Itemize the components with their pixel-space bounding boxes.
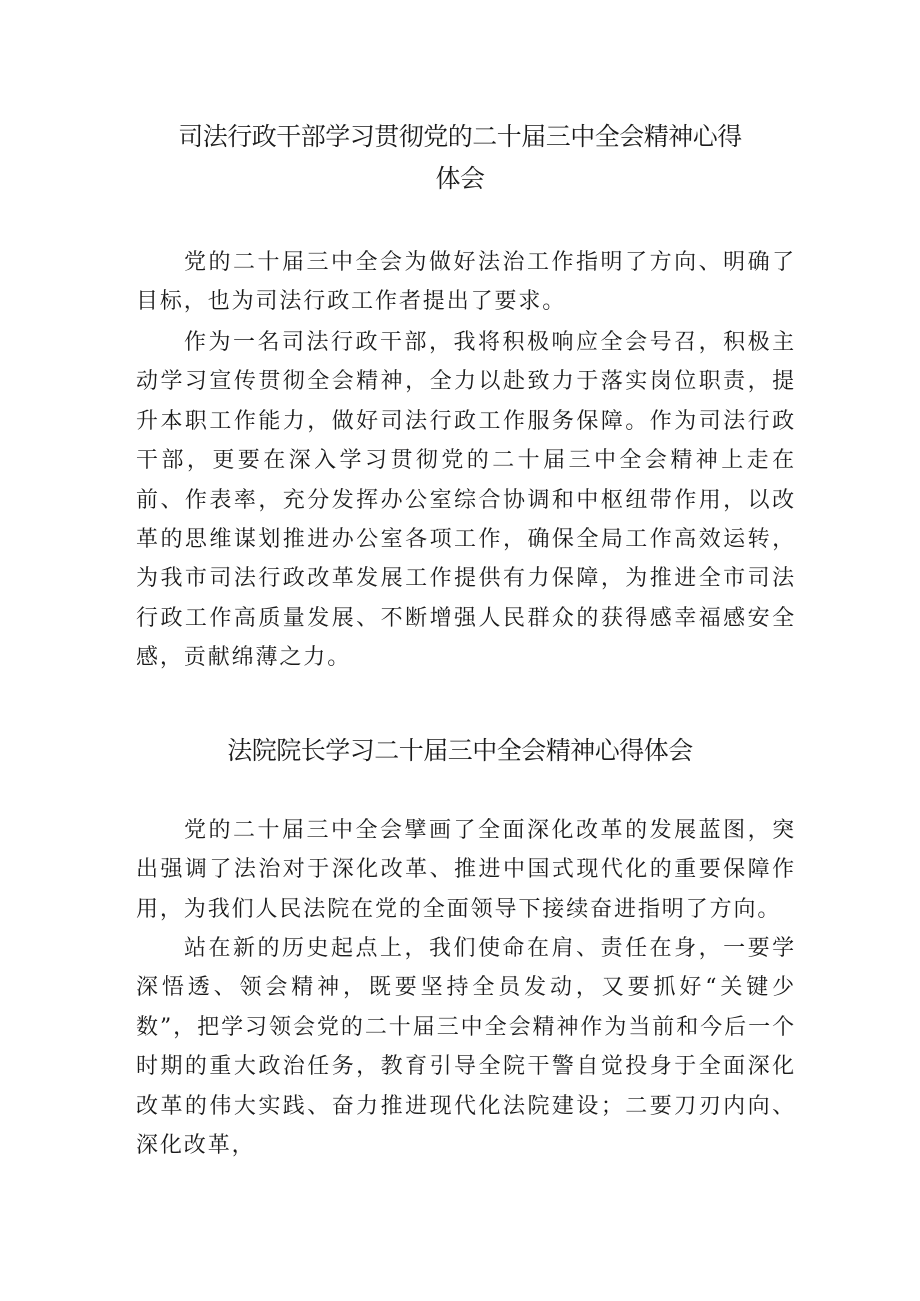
article2-title: 法院院长学习二十届三中全会精神心得体会 bbox=[227, 736, 693, 765]
article1-title-line2: 体会 bbox=[435, 164, 485, 193]
article2-paragraph-2: 站在新的历史起点上，我们使命在肩、责任在身，一要学深悟透、领会精神，既要坚持全员发动，又要抓好“关键少数”，把学习领会党的二十届三中全会精神作为当前和今后一个时期的重大政治任务，教育引导全院干警自觉投身于全面深化改革的伟大实践、奋力推进现代化法院建设；二要刀刃内向、深化改革， bbox=[136, 936, 796, 1159]
article2-paragraph-1: 党的二十届三中全会擘画了全面深化改革的发展蓝图，突出强调了法治对于深化改革、推进中国式现代化的重要保障作用，为我们人民法院在党的全面领导下接续奋进指明了方向。 bbox=[136, 818, 796, 922]
article1-paragraph-1: 党的二十届三中全会为做好法治工作指明了方向、明确了目标，也为司法行政工作者提出了要求。 bbox=[136, 250, 796, 315]
article1-title-line1: 司法行政干部学习贯彻党的二十届三中全会精神心得 bbox=[178, 122, 742, 151]
article1-paragraph-2: 作为一名司法行政干部，我将积极响应全会号召，积极主动学习宣传贯彻全会精神，全力以赴致力于落实岗位职责，提升本职工作能力，做好司法行政工作服务保障。作为司法行政干部，更要在深入学习贯彻党的二十届三中全会精神上走在前、作表率，充分发挥办公室综合协调和中枢纽带作用，以改革的思维谋划推进办公室各项工作，确保全局工作高效运转，为我市司法行政改革发展工作提供有力保障，为推进全市司法行政工作高质量发展、不断增强人民群众的获得感幸福感安全感，贡献绵薄之力。 bbox=[136, 330, 796, 671]
